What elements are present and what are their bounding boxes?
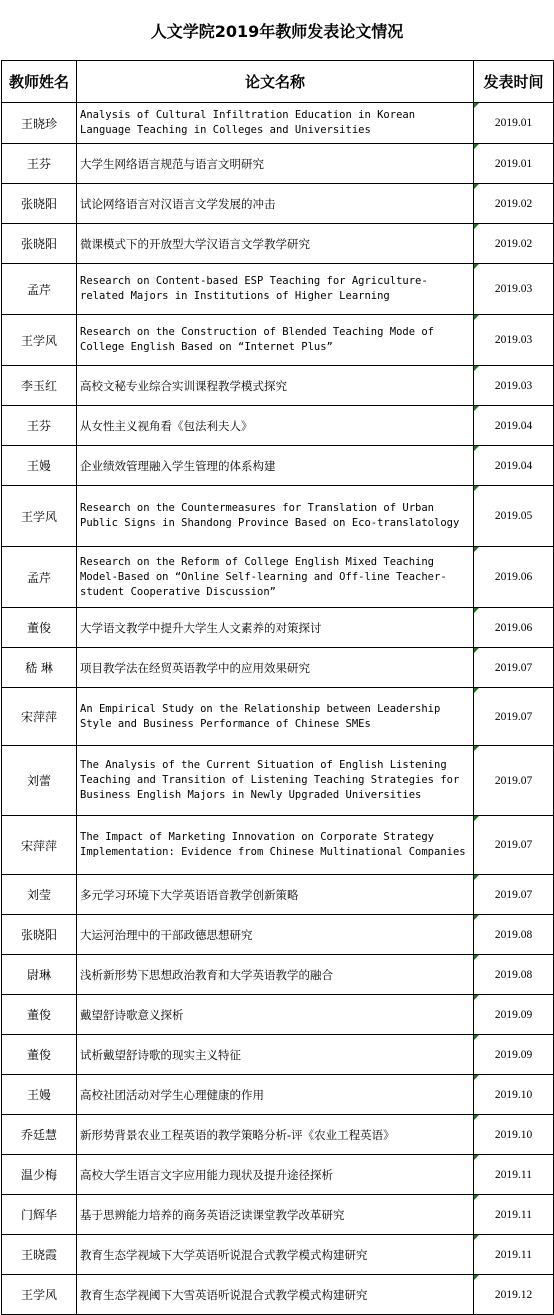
table-row bbox=[2, 875, 554, 915]
table-row bbox=[2, 688, 554, 746]
teacher-name-cell: 嵇 琳 bbox=[2, 648, 77, 688]
table-row bbox=[2, 315, 554, 366]
table-row bbox=[2, 816, 554, 875]
table-header-row bbox=[2, 61, 554, 103]
paper-title-cell: An Empirical Study on the Relationship between Leadership Style and Business Performance of Chinese SMEs bbox=[77, 688, 474, 746]
publish-date-cell: 2019.11 bbox=[474, 1155, 554, 1195]
publish-date-cell: 2019.04 bbox=[474, 406, 554, 446]
teacher-name-cell: 刘蕾 bbox=[2, 746, 77, 816]
table-row bbox=[2, 1115, 554, 1155]
publish-date-cell: 2019.12 bbox=[474, 1275, 554, 1315]
table-row bbox=[2, 264, 554, 315]
table-row bbox=[2, 406, 554, 446]
teacher-name-cell: 门辉华 bbox=[2, 1195, 77, 1235]
teacher-name-cell: 尉琳 bbox=[2, 955, 77, 995]
paper-title-cell: The Impact of Marketing Innovation on Corporate Strategy Implementation: Evidence from Chinese Multinational Companies bbox=[77, 816, 474, 875]
table-row bbox=[2, 547, 554, 608]
teacher-name-cell: 董俊 bbox=[2, 1035, 77, 1075]
paper-title-cell: 大学语文教学中提升大学生人文素养的对策探讨 bbox=[77, 608, 474, 648]
paper-title-cell: 教育生态学视阈下大雪英语听说混合式教学模式构建研究 bbox=[77, 1275, 474, 1315]
teacher-name-cell: 王嫚 bbox=[2, 446, 77, 486]
paper-title-cell: Research on the Countermeasures for Translation of Urban Public Signs in Shandong Province Based on Eco-translatology bbox=[77, 486, 474, 547]
publish-date-cell: 2019.07 bbox=[474, 746, 554, 816]
teacher-name-cell: 张晓阳 bbox=[2, 224, 77, 264]
publish-date-cell: 2019.11 bbox=[474, 1235, 554, 1275]
teacher-name-cell: 王学风 bbox=[2, 1275, 77, 1315]
publish-date-cell: 2019.09 bbox=[474, 1035, 554, 1075]
publish-date-cell: 2019.05 bbox=[474, 486, 554, 547]
page-title: 人文学院2019年教师发表论文情况 bbox=[150, 21, 404, 41]
table-row bbox=[2, 608, 554, 648]
teacher-name-cell: 王芬 bbox=[2, 144, 77, 184]
table-row bbox=[2, 366, 554, 406]
table-row bbox=[2, 224, 554, 264]
teacher-name-cell: 王晓霞 bbox=[2, 1235, 77, 1275]
publish-date-cell: 2019.10 bbox=[474, 1115, 554, 1155]
teacher-name-cell: 王晓珍 bbox=[2, 103, 77, 144]
table-row bbox=[2, 486, 554, 547]
paper-title-cell: 戴望舒诗歌意义探析 bbox=[77, 995, 474, 1035]
table-row bbox=[2, 1195, 554, 1235]
paper-title-cell: Research on Content-based ESP Teaching for Agriculture-related Majors in Institutions of Higher Learning bbox=[77, 264, 474, 315]
paper-title-cell: 从女性主义视角看《包法利夫人》 bbox=[77, 406, 474, 446]
teacher-name-cell: 王学风 bbox=[2, 315, 77, 366]
publish-date-cell: 2019.11 bbox=[474, 1195, 554, 1235]
teacher-name-cell: 王芬 bbox=[2, 406, 77, 446]
teacher-name-cell: 王嫚 bbox=[2, 1075, 77, 1115]
paper-title-cell: 大运河治理中的干部政德思想研究 bbox=[77, 915, 474, 955]
publish-date-cell: 2019.07 bbox=[474, 816, 554, 875]
publish-date-cell: 2019.08 bbox=[474, 955, 554, 995]
teacher-name-cell: 孟芹 bbox=[2, 547, 77, 608]
paper-title-cell: 试析戴望舒诗歌的现实主义特征 bbox=[77, 1035, 474, 1075]
table-row bbox=[2, 184, 554, 224]
paper-title-cell: 微课模式下的开放型大学汉语言文学教学研究 bbox=[77, 224, 474, 264]
paper-title-cell: 企业绩效管理融入学生管理的体系构建 bbox=[77, 446, 474, 486]
paper-title-cell: 项目教学法在经贸英语教学中的应用效果研究 bbox=[77, 648, 474, 688]
teacher-name-cell: 张晓阳 bbox=[2, 184, 77, 224]
publish-date-cell: 2019.03 bbox=[474, 366, 554, 406]
publish-date-cell: 2019.01 bbox=[474, 103, 554, 144]
table-row bbox=[2, 1155, 554, 1195]
teacher-name-cell: 李玉红 bbox=[2, 366, 77, 406]
publish-date-cell: 2019.03 bbox=[474, 264, 554, 315]
publish-date-cell: 2019.08 bbox=[474, 915, 554, 955]
paper-title-cell: 高校大学生语言文字应用能力现状及提升途径探析 bbox=[77, 1155, 474, 1195]
publish-date-cell: 2019.06 bbox=[474, 608, 554, 648]
teacher-name-cell: 董俊 bbox=[2, 608, 77, 648]
header-publish-date: 发表时间 bbox=[474, 61, 554, 103]
paper-title-cell: Research on the Construction of Blended Teaching Mode of College English Based on “Internet Plus” bbox=[77, 315, 474, 366]
paper-title-cell: 多元学习环境下大学英语语音教学创新策略 bbox=[77, 875, 474, 915]
publish-date-cell: 2019.07 bbox=[474, 648, 554, 688]
papers-table bbox=[1, 60, 554, 1315]
table-row bbox=[2, 915, 554, 955]
table-row bbox=[2, 995, 554, 1035]
paper-title-cell: Research on the Reform of College English Mixed Teaching Model-Based on “Online Self-learning and Off-line Teacher-student Cooperative Discussion” bbox=[77, 547, 474, 608]
publish-date-cell: 2019.02 bbox=[474, 184, 554, 224]
teacher-name-cell: 董俊 bbox=[2, 995, 77, 1035]
paper-title-cell: 大学生网络语言规范与语言文明研究 bbox=[77, 144, 474, 184]
teacher-name-cell: 孟芹 bbox=[2, 264, 77, 315]
publish-date-cell: 2019.09 bbox=[474, 995, 554, 1035]
publish-date-cell: 2019.02 bbox=[474, 224, 554, 264]
table-row bbox=[2, 1275, 554, 1315]
publish-date-cell: 2019.03 bbox=[474, 315, 554, 366]
publish-date-cell: 2019.06 bbox=[474, 547, 554, 608]
paper-title-cell: 高校文秘专业综合实训课程教学模式探究 bbox=[77, 366, 474, 406]
teacher-name-cell: 张晓阳 bbox=[2, 915, 77, 955]
teacher-name-cell: 王学风 bbox=[2, 486, 77, 547]
table-row bbox=[2, 103, 554, 144]
teacher-name-cell: 温少梅 bbox=[2, 1155, 77, 1195]
table-row bbox=[2, 648, 554, 688]
publish-date-cell: 2019.10 bbox=[474, 1075, 554, 1115]
paper-title-cell: 新形势背景农业工程英语的教学策略分析-评《农业工程英语》 bbox=[77, 1115, 474, 1155]
teacher-name-cell: 宋萍萍 bbox=[2, 688, 77, 746]
paper-title-cell: The Analysis of the Current Situation of English Listening Teaching and Transition of Listening Teaching Strategies for Business English Majors in Newly Upgraded Universities bbox=[77, 746, 474, 816]
paper-title-cell: Analysis of Cultural Infiltration Education in Korean Language Teaching in Colleges and Universities bbox=[77, 103, 474, 144]
publish-date-cell: 2019.07 bbox=[474, 875, 554, 915]
table-row bbox=[2, 1035, 554, 1075]
teacher-name-cell: 刘莹 bbox=[2, 875, 77, 915]
header-paper-title: 论文名称 bbox=[77, 61, 474, 103]
publish-date-cell: 2019.04 bbox=[474, 446, 554, 486]
paper-title-cell: 基于思辨能力培养的商务英语泛读课堂教学改革研究 bbox=[77, 1195, 474, 1235]
table-row bbox=[2, 746, 554, 816]
table-row bbox=[2, 1075, 554, 1115]
paper-title-cell: 教育生态学视域下大学英语听说混合式教学模式构建研究 bbox=[77, 1235, 474, 1275]
paper-title-cell: 试论网络语言对汉语言文学发展的冲击 bbox=[77, 184, 474, 224]
teacher-name-cell: 乔廷慧 bbox=[2, 1115, 77, 1155]
header-teacher-name: 教师姓名 bbox=[2, 61, 77, 103]
table-row bbox=[2, 144, 554, 184]
table-row bbox=[2, 955, 554, 995]
paper-title-cell: 浅析新形势下思想政治教育和大学英语教学的融合 bbox=[77, 955, 474, 995]
table-row bbox=[2, 446, 554, 486]
teacher-name-cell: 宋萍萍 bbox=[2, 816, 77, 875]
publish-date-cell: 2019.07 bbox=[474, 688, 554, 746]
publish-date-cell: 2019.01 bbox=[474, 144, 554, 184]
paper-title-cell: 高校社团活动对学生心理健康的作用 bbox=[77, 1075, 474, 1115]
table-row bbox=[2, 1235, 554, 1275]
